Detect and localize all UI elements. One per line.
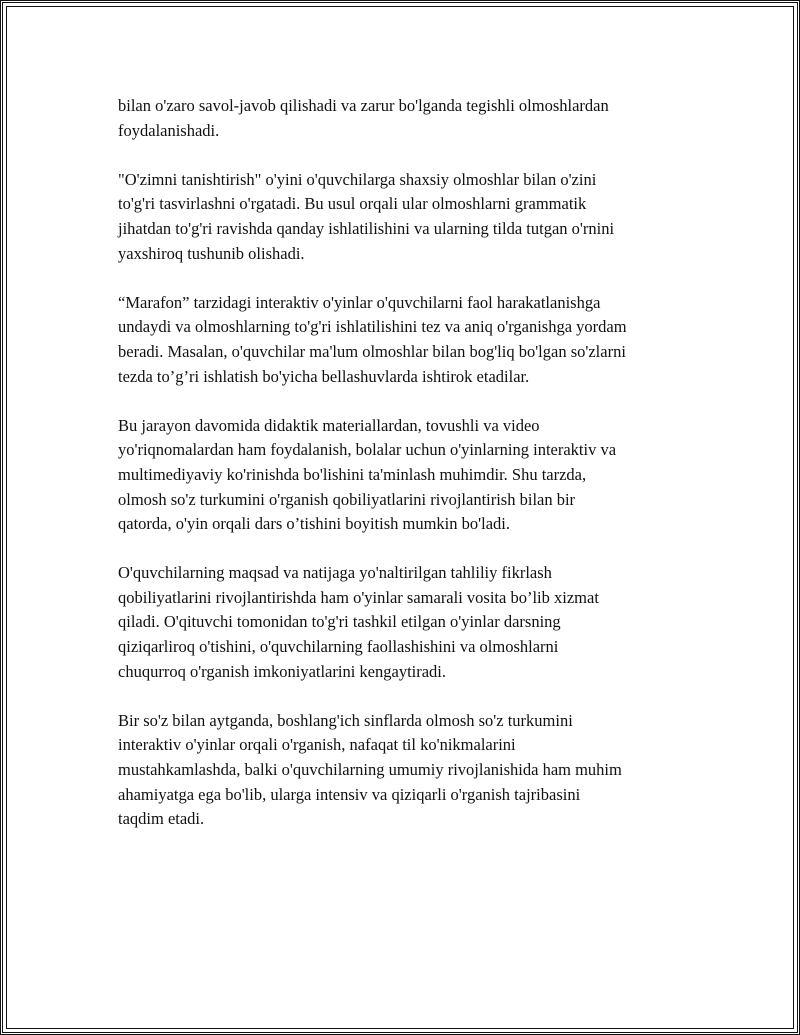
text-line: beradi. Masalan, o'quvchilar ma'lum olmoshlar bilan bog'liq bo'lgan so'zlarni <box>118 341 626 361</box>
text-line: "O'zimni tanishtirish" o'yini o'quvchilarga shaxsiy olmoshlar bilan o'zini <box>118 169 597 189</box>
text-line: interaktiv o'yinlar orqali o'rganish, nafaqat til ko'nikmalarini <box>118 735 516 755</box>
text-line: qiziqarliroq o'tishini, o'quvchilarning faollashishini va olmoshlarni <box>118 637 559 657</box>
text-line: chuqurroq o'rganish imkoniyatlarini kengaytiradi. <box>118 661 447 681</box>
text-line: mustahkamlashda, balki o'quvchilarning umumiy rivojlanishida ham muhim <box>118 760 622 780</box>
text-line: foydalanishadi. <box>118 120 220 140</box>
document-body <box>118 94 698 856</box>
text-line: bilan o'zaro savol-javob qilishadi va zarur bo'lganda tegishli olmoshlardan <box>118 96 609 115</box>
text-line: jihatdan to'g'ri ravishda qanday ishlatilishini va ularning tilda tutgan o'rnini <box>118 218 615 238</box>
text-line: yo'riqnomalardan ham foydalanish, bolalar uchun o'yinlarning interaktiv va <box>118 440 617 460</box>
text-line: Bu jarayon davomida didaktik materiallardan, tovushli va video <box>118 415 540 435</box>
paragraph <box>118 94 698 143</box>
paragraph <box>118 414 698 537</box>
text-line: undaydi va olmoshlarning to'g'ri ishlatilishini tez va aniq o'rganishga yordam <box>118 317 627 337</box>
text-line: qiladi. O'qituvchi tomonidan to'g'ri tashkil etilgan o'yinlar darsning <box>118 612 561 632</box>
paragraph <box>118 561 698 684</box>
text-line: Bir so'z bilan aytganda, boshlang'ich sinflarda olmosh so'z turkumini <box>118 710 573 730</box>
text-line: “Marafon” tarzidagi interaktiv o'yinlar o'quvchilarni faol harakatlanishga <box>118 292 601 312</box>
text-line: qatorda, o'yin orqali dars o’tishini boyitish mumkin bo'ladi. <box>118 514 510 534</box>
text-line: olmosh so'z turkumini o'rganish qobiliyatlarini rivojlantirish bilan bir <box>118 489 576 509</box>
paragraph <box>118 709 698 832</box>
text-line: to'g'ri tasvirlashni o'rgatadi. Bu usul orqali ular olmoshlarni grammatik <box>118 194 587 214</box>
paragraph <box>118 168 698 266</box>
text-line: ahamiyatga ega bo'lib, ularga intensiv va qiziqarli o'rganish tajribasini <box>118 784 581 804</box>
text-line: yaxshiroq tushunib olishadi. <box>118 243 305 263</box>
paragraph <box>118 291 698 389</box>
text-line: taqdim etadi. <box>118 809 205 829</box>
text-line: multimediyaviy ko'rinishda bo'lishini ta'minlash muhimdir. Shu tarzda, <box>118 464 587 484</box>
text-line: tezda to’g’ri ishlatish bo'yicha bellashuvlarda ishtirok etadilar. <box>118 366 530 386</box>
text-line: O'quvchilarning maqsad va natijaga yo'naltirilgan tahliliy fikrlash <box>118 563 552 583</box>
text-line: qobiliyatlarini rivojlantirishda ham o'yinlar samarali vosita bo’lib xizmat <box>118 587 599 607</box>
